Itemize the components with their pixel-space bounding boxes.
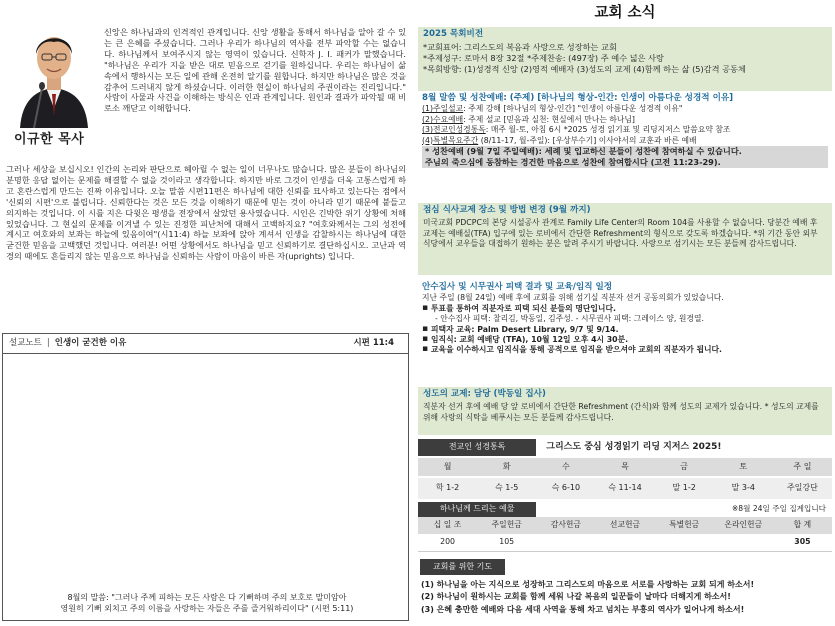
essay-paragraph: 신앙은 하나님과의 인격적인 관계입니다. 신앙 생활을 통해서 하나님을 알아 갈 수 있는 큰 은혜를 주셨습니다. 그러나 우리가 하나님의 역사를 전부 파악할 수는 없습니다. 하나님께서 보여주시지 않는 영역이 있습니다. 신학자 J. I. 패커가 말했습니다. "하나님은 우리가 지을 받은 대로 믿음으로 걷기를 원하십니다. 우리는 하나님이 삶 속에서 행하시는 모든 일에 관해 온전히 알기를 원합니다. 하지만 하나님은 많은 것을 감추어 드러내지 않게 하셨습니다. 이러한 현실이 하나님의 주권이라는 진리입니다." 사람이 사물과 사건을 이해하는 방식은 인과 관계입니다. 원인과 결과가 파악될 때 비로소 깨닫고 이해합니다. bbox=[104, 27, 406, 114]
sermon-item bbox=[422, 136, 828, 146]
divider: | bbox=[46, 337, 50, 348]
vision-panel bbox=[418, 27, 832, 91]
offering-column: 합 계 bbox=[773, 517, 832, 534]
reading-cell: 말 1-2 bbox=[655, 477, 714, 499]
sermon-item-label: (3)전교인성경통독 bbox=[422, 125, 486, 135]
lunch-panel bbox=[418, 203, 832, 275]
prayer-header: 교회를 위한 기도 bbox=[420, 559, 505, 575]
vision-line: *목회방향: (1)성경적 신앙 (2)영적 예배자 (3)성도의 교제 (4)함께 하는 삶 (5)감격 공동체 bbox=[423, 64, 746, 75]
day-header: 화 bbox=[477, 457, 536, 477]
offering-column: 주일헌금 bbox=[477, 517, 536, 534]
sermon-item bbox=[422, 125, 828, 135]
sermon-item-label: (1)주일설교 bbox=[422, 104, 464, 114]
pastor-name: 이규한 목사 bbox=[14, 132, 85, 147]
communion-notice: * 성찬예배 (9월 7일 주일예배): 세례 및 입교하신 분들이 성찬에 참여하실 수 있습니다. bbox=[422, 146, 828, 157]
lunch-title: 점심 식사교제 장소 및 방법 변경 (9월 까지) bbox=[423, 205, 591, 215]
deacon-section bbox=[418, 282, 832, 356]
reading-cell: 슥 1-5 bbox=[477, 477, 536, 499]
communion-notice: 주님의 죽으심에 동참하는 경건한 마음으로 성찬에 참여합시다 (고전 11:23-29). bbox=[422, 157, 828, 168]
offering-note: ※8월 24일 주일 집계입니다 bbox=[731, 504, 826, 514]
day-header: 금 bbox=[655, 457, 714, 477]
verse-line: 영원히 기뻐 외치고 주의 이름을 사랑하는 자들은 주를 즐거워하리이다" (시편 5:11) bbox=[60, 603, 354, 613]
bible-reading-header: 전교인 성경통독 bbox=[418, 439, 536, 457]
notes-label: 설교노트 bbox=[9, 337, 42, 348]
fellowship-title: 성도의 교제: 담당 (박동일 집사) bbox=[423, 389, 546, 399]
essay-paragraph: 그러나 세상을 보십시오! 인간의 논리와 판단으로 헤아릴 수 없는 일이 너무나도 많습니다. 많은 분들이 하나님의 분명한 응답 없이는 문제를 해결할 수 없을 것이라고 생각합니다. 하지만 바로 그것이 인생을 더욱 고통스럽게 하고 혼란스럽게 만드는 진짜 이유입니다. 오늘 말씀 시편11편은 하나님에 대한 신뢰를 묘사하고 있는다는 점에서 '신뢰의 시편'으로 불립니다. 신뢰한다는 것은 모든 것을 이해하기 때문에 믿는 것이 아니라 믿기 때문에 붙들고 의지하는 것입니다. 이 시를 지은 다윗은 평생을 전장에서 살았던 용사였습니다. 시인은 긴박한 위기 상황에 처해있었습니다. 그 현실의 문제를 이겨낼 수 있는 진정한 피난처에 대해서 고백하지요? "여호와께서는 그의 성전에 계시고 여호와의 보좌는 하늘에 있음이여"(시11:4) 하늘 보좌에 앉아 계셔서 인생을 감찰하시는 하나님에 대한 굳건한 믿음을 고백했던 것입니다. 여러분! 어떤 상황에서도 하나님을 믿고 신뢰하기로 결단하십시오. 고난과 역경의 때에도 흔들리지 않는 믿음으로 하나님을 신뢰하는 사람이 마음이 바른 자(uprights) 입니다. bbox=[6, 164, 406, 262]
day-header: 토 bbox=[714, 457, 773, 477]
offering-column: 십 일 조 bbox=[418, 517, 477, 534]
news-title: 교회 소식 bbox=[594, 5, 656, 21]
deacon-intro: 지난 주일 (8월 24일) 예배 후에 교회를 위해 섬기실 직분자 선거 공동의회가 있었습니다. bbox=[422, 293, 724, 303]
day-header: 수 bbox=[536, 457, 595, 477]
monthly-verse bbox=[11, 592, 403, 614]
sermon-item bbox=[422, 104, 828, 114]
lunch-body: 미국교회 PDCPC의 본당 시설공사 관계로 Family Life Center의 Room 104를 사용할 수 없습니다. 당분간 예배 후 교제는 예배실(TFA) 입구에 있는 로비에서 간단한 Refreshment의 형식으로 갖도록 하겠습니다. *위 기간 동안 외부 식당에서 교우들을 대접하기 원하는 분은 알려 주시기 바랍니다. 사랑으로 섬기시는 모든 분들께 감사드립니다. bbox=[423, 218, 818, 249]
list-item: - 안수집사 피택: 찰리김, 박동일, 김주성. - 시무권사 피택: 그레이스 양, 원경열. bbox=[435, 314, 704, 324]
sermon-notes-box bbox=[2, 333, 409, 621]
day-header: 월 bbox=[418, 457, 477, 477]
reading-cell: 학 1-2 bbox=[418, 477, 477, 499]
news-column bbox=[418, 0, 832, 626]
sermon-section bbox=[418, 93, 832, 168]
fellowship-body: 직분자 선거 후에 예배 당 앞 로비에서 간단한 Refreshment (간식)와 함께 성도의 교제가 있습니다. * 성도의 교제를 위해 사랑의 식탁을 베푸시는 모든 분들께 감사드립니다. bbox=[423, 402, 819, 422]
list-item: ▪ 피택자 교육: Palm Desert Library, 9/7 및 9/14. bbox=[422, 325, 828, 335]
pastor-essay-top bbox=[104, 27, 406, 114]
pastor-photo bbox=[14, 16, 94, 128]
offering-value bbox=[714, 534, 773, 551]
sermon-item-text: : 매주 월-토, 아침 6시 *2025 성경 읽기표 및 리딩지저스 말씀요약 참조 bbox=[485, 125, 731, 135]
list-item: ▪ 임직식: 교회 예배당 (TFA), 10월 12일 오후 4시 30분. bbox=[422, 335, 828, 345]
vision-line: *교회표어: 그리스도의 복음과 사랑으로 성장하는 교회 bbox=[423, 42, 617, 53]
offering-value bbox=[655, 534, 714, 551]
list-item: ▪ 투표를 통하여 직분자로 피택 되신 분들의 명단입니다. bbox=[422, 304, 828, 314]
reading-cell: 주일강단 bbox=[773, 477, 832, 499]
sermon-item bbox=[422, 115, 828, 125]
reading-cell: 슥 11-14 bbox=[595, 477, 654, 499]
sermon-item-text: : 주제 설교 [믿음과 실천: 현실에서 만나는 하나님] bbox=[463, 114, 635, 124]
sermon-notes-header bbox=[3, 334, 408, 354]
fellowship-panel bbox=[418, 387, 832, 435]
offering-header: 하나님께 드리는 예물 bbox=[418, 502, 536, 517]
day-header: 주 일 bbox=[773, 457, 832, 477]
day-header: 목 bbox=[595, 457, 654, 477]
offering-column: 선교헌금 bbox=[595, 517, 654, 534]
prayer-item: (1) 하나님을 아는 지식으로 성장하고 그리스도의 마음으로 서로를 사랑하는 교회 되게 하소서! bbox=[421, 580, 755, 589]
deacon-list bbox=[422, 304, 828, 356]
reading-cell: 말 3-4 bbox=[714, 477, 773, 499]
sermon-section-title: 8월 말씀 및 성찬예배: (주제) [하나님의 형상-인간: 인생이 아름다운 성경적 이유] bbox=[422, 93, 734, 103]
vision-title: 2025 목회비전 bbox=[423, 29, 484, 39]
verse-line: 8월의 말씀: "그러나 주께 피하는 모든 사람은 다 기뻐하며 주의 보호로 말미암아 bbox=[67, 592, 347, 602]
pastor-essay-bottom bbox=[6, 164, 406, 262]
prayer-list bbox=[421, 579, 835, 616]
list-item: ▪ 교육을 이수하시고 임직식을 통해 공적으로 임직을 받으셔야 교회의 직분자가 됩니다. bbox=[422, 345, 828, 355]
sermon-title: 인생이 굳건한 이유 bbox=[54, 337, 127, 348]
offering-table bbox=[418, 502, 832, 552]
offering-value: 105 bbox=[477, 534, 536, 551]
prayer-item: (2) 하나님이 원하시는 교회를 함께 세워 나갈 복음의 일꾼들이 날마다 더해지게 하소서! bbox=[421, 592, 731, 602]
pastor-column bbox=[0, 0, 412, 626]
sermon-item-label: (4)특별목요주간 bbox=[422, 135, 479, 145]
offering-column: 감사헌금 bbox=[536, 517, 595, 534]
reading-cell: 슥 6-10 bbox=[536, 477, 595, 499]
sermon-item-label: (2)수요예배 bbox=[422, 114, 464, 124]
bible-reading-table bbox=[418, 439, 832, 499]
deacon-title: 안수집사 및 시무권사 피택 결과 및 교육/임직 일정 bbox=[422, 282, 613, 292]
offering-value bbox=[536, 534, 595, 551]
offering-column: 특별헌금 bbox=[655, 517, 714, 534]
vision-line: *주제성구: 로마서 8장 32절 *주제찬송: (497장) 주 예수 넓은 사랑 bbox=[423, 53, 664, 64]
offering-value: 200 bbox=[418, 534, 477, 551]
sermon-item-text: (8/11-17, 월-주일): [우상부수기] 이사야서의 교훈과 바른 예배 bbox=[478, 135, 697, 145]
offering-column: 온라인헌금 bbox=[714, 517, 773, 534]
offering-total: 305 bbox=[773, 534, 832, 551]
prayer-item: (3) 은혜 충만한 예배와 다음 세대 사역을 통해 차고 넘치는 부흥의 역사가 일어나게 하소서! bbox=[421, 604, 745, 614]
sermon-item-text: : 주제 강해 [하나님의 형상-인간] "인생이 아름다운 성경적 이유" bbox=[463, 104, 683, 114]
scripture-reference: 시편 11:4 bbox=[353, 337, 394, 348]
offering-value bbox=[595, 534, 654, 551]
bible-reading-slogan: 그리스도 중심 성경읽기 리딩 지저스 2025! bbox=[536, 439, 832, 457]
